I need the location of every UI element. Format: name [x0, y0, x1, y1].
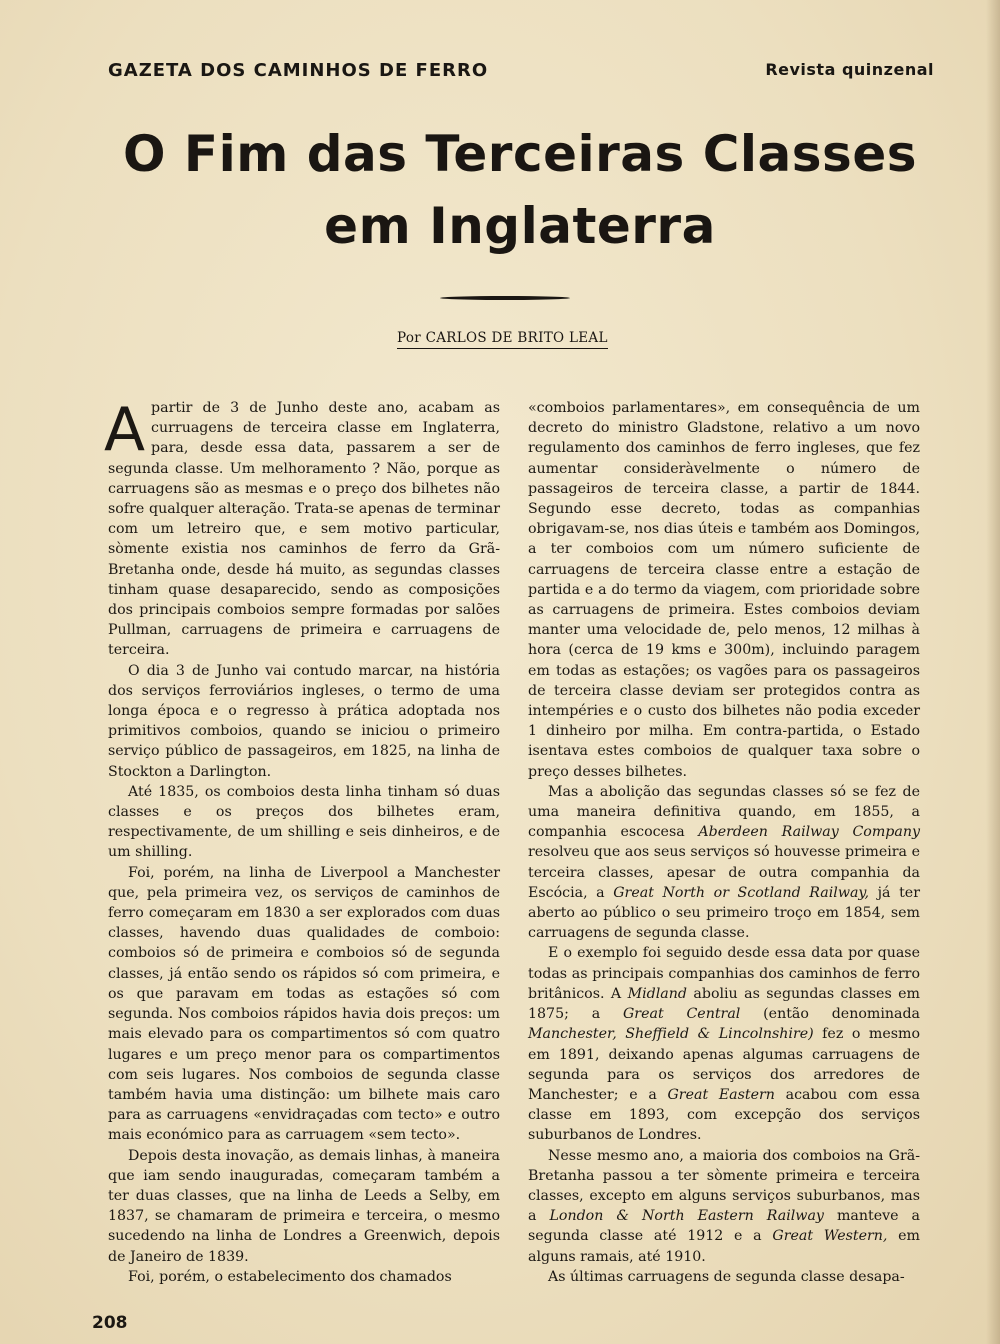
company-name: Manchester, Sheffield & Lincolnshire) [528, 1026, 814, 1043]
article-title-line-1: O Fim das Terceiras Classes [123, 125, 917, 183]
paragraph: «comboios parlamentares», em consequência de um decreto do ministro Gladstone, relativo a um novo regulamento dos caminhos de ferro ingleses, que fez aumentar consideràvelmente o número de passageiros de terceira classe, a partir de 1844. Segundo esse decreto, todas as companhias obrigavam-se, nos dias úteis e também aos Domingos, a ter comboios com um número suficiente de carruagens de terceira classe entre a estação de partida e a do termo da viagem, com prioridade sobre as carruagens de primeira. Estes comboios deviam manter uma velocidade de, pelo menos, 12 milhas à hora (cerca de 19 kms e 300m), incluindo paragem em todas as estações; os vagões para os passageiros de terceira classe deviam ser protegidos contra as intempéries e o custo dos bilhetes não podia exceder 1 dinheiro por milha. Em contra-partida, o Estado isentava estes comboios de qualquer taxa sobre o preço desses bilhetes. [528, 400, 920, 780]
paragraph-text: Nesse mesmo ano, a maioria dos comboios na Grã-Bretanha passou a ter sòmente primeira e terceira classes, excepto em alguns serviços suburbanos, mas a [528, 1147, 920, 1225]
paragraph: Até 1835, os comboios desta linha tinham só duas classes e os preços dos bilhetes eram, respectivamente, de um shilling e seis dinheiros, e de um shilling. [108, 783, 500, 861]
page-number: 208 [92, 1313, 128, 1333]
title-divider [440, 296, 570, 300]
text-column-right [528, 398, 920, 1287]
paragraph [528, 943, 920, 1145]
paragraph-text: acabou com essa classe em 1893, com excepção dos serviços suburbanos de Londres. [528, 1086, 920, 1144]
paragraph [104, 395, 500, 661]
paragraph: Depois desta inovação, as demais linhas, à maneira que iam sendo inauguradas, começaram também a ter duas classes, que na linha de Leeds a Selby, em 1837, se chamaram de primeira e terceira, o mesmo sucedendo na linha de Londres a Greenwich, depois de Janeiro de 1839. [108, 1147, 500, 1265]
text-column-left [104, 395, 500, 1287]
article-byline: Por CARLOS DE BRITO LEAL [397, 330, 608, 349]
paragraph: Foi, porém, na linha de Liverpool a Manchester que, pela primeira vez, os serviços de caminhos de ferro começaram em 1830 a ser explorados com duas classes, havendo duas qualidades de comboio: comboios só de primeira e comboios só de segunda classes, já então sendo os rápidos só com primeira, e os que paravam em todas as estações só com segunda. Nos comboios rápidos havia dois preços: um mais elevado para os compartimentos só com quatro lugares e um preço menor para os compartimentos com seis lugares. Nos comboios de segunda classe também havia uma distinção: um bilhete mais caro para as carruagens «envidraçadas com tecto» e outro mais económico para as carruagem «sem tecto». [108, 864, 500, 1144]
company-name: Great Central [622, 1006, 741, 1023]
paragraph-text: fez o mesmo em 1891, deixando apenas algumas carruagens de segunda para os serviços dos arredores de Manchester; e a [528, 1026, 920, 1103]
company-name: Great Western, [772, 1228, 888, 1245]
company-name: Aberdeen Railway Company [698, 824, 920, 841]
drop-cap: A [104, 395, 146, 465]
company-name: London & North Eastern Railway [549, 1208, 824, 1225]
paragraph: As últimas carruagens de segunda classe desapa- [548, 1268, 905, 1285]
paragraph-text: partir de 3 de Junho deste ano, acabam as curruagens de terceira classe em Inglaterra, para, desde essa data, passarem a ser de segunda classe. Um melhoramento ? Não, porque as carruagens são as mesmas e o preço dos bilhetes não sofre qualquer alteração. Trata-se apenas de terminar com um letreiro que, e sem motivo particular, sòmente existia nos caminhos de ferro da Grã-Bretanha onde, desde há muito, as segundas classes tinham quase desaparecido, sendo as composições dos principais comboios sempre formadas por salões Pullman, carruagens de primeira e carruagens de terceira. [108, 400, 500, 659]
paragraph-text: já ter aberto ao público o seu primeiro troço em 1854, sem carruagens de segunda classe. [528, 884, 920, 942]
paragraph-text: E o exemplo foi seguido desde essa data por quase todas as principais companhias dos caminhos de ferro britânicos. A [528, 945, 920, 1002]
paragraph-text: (então denominada [740, 1006, 920, 1023]
publication-name: GAZETA DOS CAMINHOS DE FERRO [108, 60, 489, 81]
paragraph-text: manteve a segunda classe até 1912 e a [528, 1208, 920, 1245]
company-name: Great North or Scotland Railway, [613, 884, 870, 901]
article-title [60, 118, 980, 262]
paragraph-text: aboliu as segundas classes em 1875; a [528, 985, 921, 1023]
paragraph-text: Mas a abolição das segundas classes só se fez de uma maneira definitiva quando, em 1855, a companhia escocesa [528, 783, 920, 841]
paragraph [528, 1146, 920, 1267]
paragraph: Foi, porém, o estabelecimento dos chamados [128, 1268, 452, 1285]
paragraph [528, 782, 920, 944]
publication-frequency: Revista quinzenal [765, 60, 934, 79]
paragraph-text: em alguns ramais, até 1910. [528, 1228, 920, 1265]
paragraph-text: resolveu que aos seus serviços só houvesse primeira e terceira classes, apesar de outra companhia da Escócia, a [528, 844, 920, 901]
article-title-line-2: em Inglaterra [324, 197, 716, 255]
company-name: Midland [627, 985, 687, 1002]
company-name: Great Eastern [667, 1086, 775, 1103]
paragraph: O dia 3 de Junho vai contudo marcar, na história dos serviços ferroviários ingleses, o termo de uma longa época e o regresso à prática adoptada nos primitivos comboios, quando se iniciou o primeiro serviço público de passageiros, em 1825, na linha de Stockton a Darlington. [108, 662, 500, 780]
